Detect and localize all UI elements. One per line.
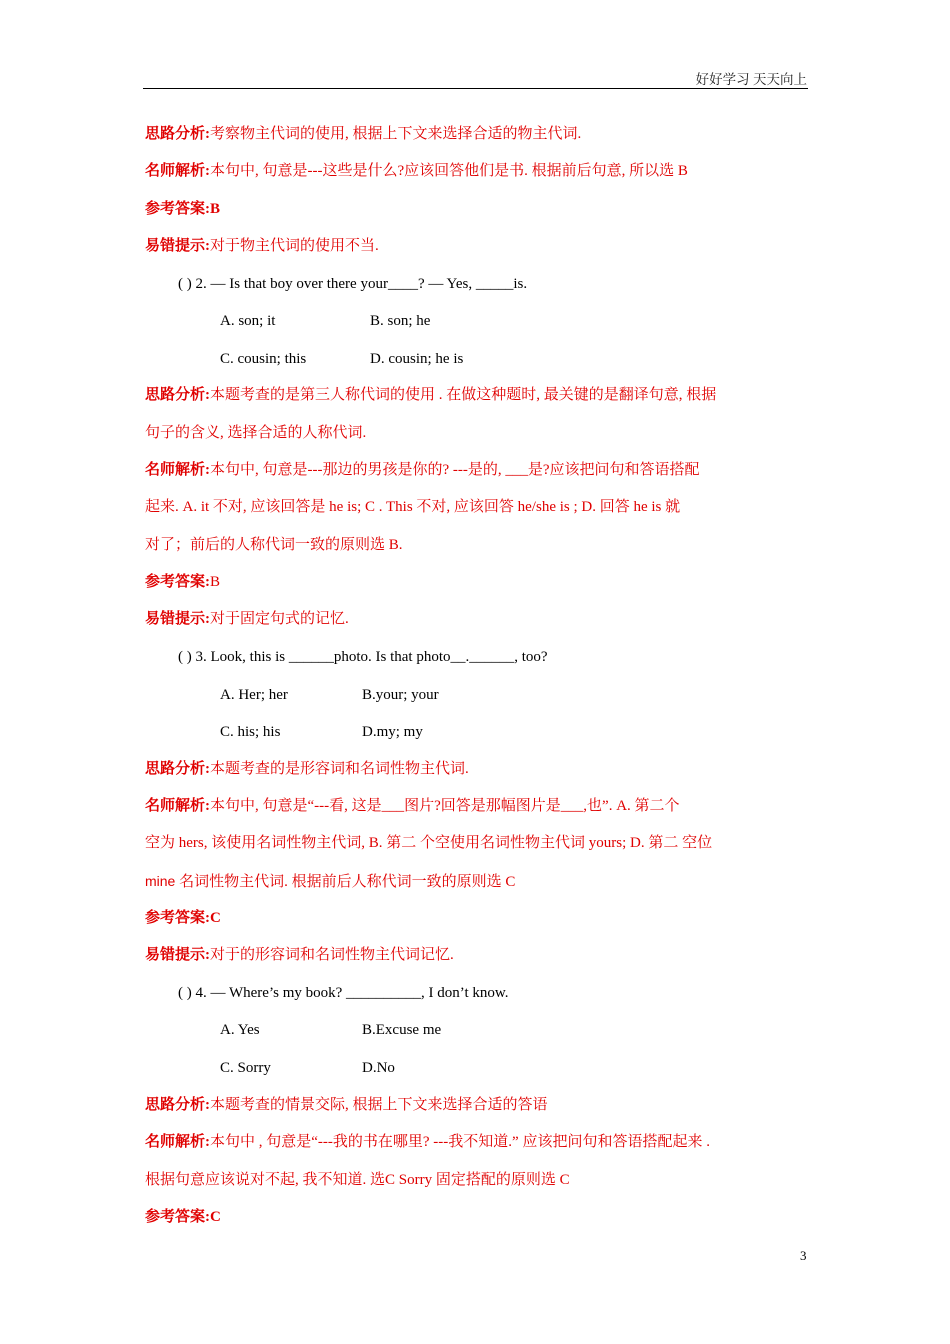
q3-answer-label: 参考答案: — [145, 910, 210, 926]
q3-explain-text-1: 本句中, 句意是“---看, 这是___图片?回答是那幅图片是___,也”. A. 第二个 — [210, 798, 680, 814]
q2-stem: ( ) 2. — Is that boy over there your____? — Yes, _____is. — [178, 276, 528, 292]
q3-analysis-text: 本题考查的是形容词和名词性物主代词. — [210, 761, 469, 777]
q3-explain-text-3b: 名词性物主代词. 根据前后人称代词一致的原则选 C — [175, 874, 516, 890]
q4-option-a: A. Yes — [220, 1022, 260, 1038]
q4-answer-label: 参考答案: — [145, 1209, 210, 1225]
q2-option-c: C. cousin; this — [220, 351, 307, 367]
q1-tip-text: 对于物主代词的使用不当. — [210, 238, 379, 254]
q1-explain — [145, 161, 688, 181]
q3-option-c: C. his; his — [220, 724, 281, 740]
q1-analysis-label: 思路分析: — [145, 126, 210, 142]
q3-explain-line-3 — [145, 871, 515, 892]
q4-option-d: D.No — [362, 1060, 395, 1076]
page-number: 3 — [800, 1248, 807, 1263]
q2-explain-text-3: 对了；前后的人称代词一致的原则选 B. — [145, 537, 403, 553]
q2-tip — [145, 609, 349, 629]
q4-option-c: C. Sorry — [220, 1060, 271, 1076]
q2-answer — [145, 572, 220, 592]
q2-explain-label: 名师解析: — [145, 462, 210, 478]
q2-explain-text-2: 起来. A. it 不对, 应该回答是 he is; C . This 不对, 应该回答 he/she is ; D. 回答 he is 就 — [145, 499, 681, 515]
q3-stem: ( ) 3. Look, this is ______photo. Is that photo__.______, too? — [178, 649, 548, 665]
q3-tip — [145, 945, 454, 965]
q2-option-b: B. son; he — [370, 313, 431, 329]
q4-answer-text: C — [210, 1209, 221, 1225]
q3-analysis-label: 思路分析: — [145, 761, 210, 777]
q1-tip — [145, 236, 379, 256]
q3-explain-label: 名师解析: — [145, 798, 210, 814]
q1-answer-text: B — [210, 201, 221, 217]
q4-analysis-label: 思路分析: — [145, 1097, 210, 1113]
q1-analysis-text: 考察物主代词的使用, 根据上下文来选择合适的物主代词. — [210, 126, 582, 142]
q4-answer — [145, 1207, 221, 1227]
q2-analysis-text-2: 句子的含义, 选择合适的人称代词. — [145, 425, 367, 441]
q4-analysis — [145, 1095, 548, 1115]
q1-explain-label: 名师解析: — [145, 163, 210, 179]
q3-answer — [145, 908, 221, 928]
q4-explain-text-1: 本句中 , 句意是“---我的书在哪里? ---我不知道.” 应该把问句和答语搭配起来 . — [210, 1134, 710, 1150]
q3-explain — [145, 796, 680, 816]
q2-answer-text: B — [210, 574, 221, 590]
q1-answer-label: 参考答案: — [145, 201, 210, 217]
q2-analysis — [145, 385, 716, 405]
q1-answer — [145, 199, 220, 219]
q3-option-d: D.my; my — [362, 724, 423, 740]
q4-explain — [145, 1132, 710, 1152]
q3-option-a: A. Her; her — [220, 687, 288, 703]
q4-option-b: B.Excuse me — [362, 1022, 442, 1038]
q1-tip-label: 易错提示: — [145, 238, 210, 254]
q2-answer-label: 参考答案: — [145, 574, 210, 590]
q2-option-d: D. cousin; he is — [370, 351, 464, 367]
header-rule — [143, 88, 808, 89]
q3-explain-text-3a: mine — [145, 873, 176, 889]
q2-analysis-label: 思路分析: — [145, 387, 210, 403]
q2-tip-label: 易错提示: — [145, 611, 210, 627]
header-motto: 好好学习 天天向上 — [695, 72, 807, 87]
q1-explain-text: 本句中, 句意是---这些是什么?应该回答他们是书. 根据前后句意, 所以选 B — [210, 163, 688, 179]
q4-analysis-text: 本题考查的情景交际, 根据上下文来选择合适的答语 — [210, 1097, 548, 1113]
q3-analysis — [145, 759, 469, 779]
q2-option-a: A. son; it — [220, 313, 276, 329]
q2-analysis-text-1: 本题考查的是第三人称代词的使用 . 在做这种题时, 最关键的是翻译句意, 根据 — [210, 387, 717, 403]
q2-explain-text-1: 本句中, 句意是---那边的男孩是你的? ---是的, ___是?应该把问句和答语搭配 — [210, 462, 700, 478]
q2-tip-text: 对于固定句式的记忆. — [210, 611, 349, 627]
q3-option-b: B.your; your — [362, 687, 439, 703]
q4-stem: ( ) 4. — Where’s my book? __________, I don’t know. — [178, 985, 509, 1001]
q3-tip-label: 易错提示: — [145, 947, 210, 963]
q3-tip-text: 对于的形容词和名词性物主代词记忆. — [210, 947, 454, 963]
q4-explain-label: 名师解析: — [145, 1134, 210, 1150]
q2-explain — [145, 460, 700, 480]
q3-answer-text: C — [210, 910, 221, 926]
q3-explain-text-2: 空为 hers, 该使用名词性物主代词, B. 第二 个空使用名词性物主代词 yours; D. 第二 空位 — [145, 835, 713, 851]
q1-analysis — [145, 124, 581, 144]
q4-explain-text-2: 根据句意应该说对不起, 我不知道. 选C Sorry 固定搭配的原则选 C — [145, 1172, 570, 1188]
